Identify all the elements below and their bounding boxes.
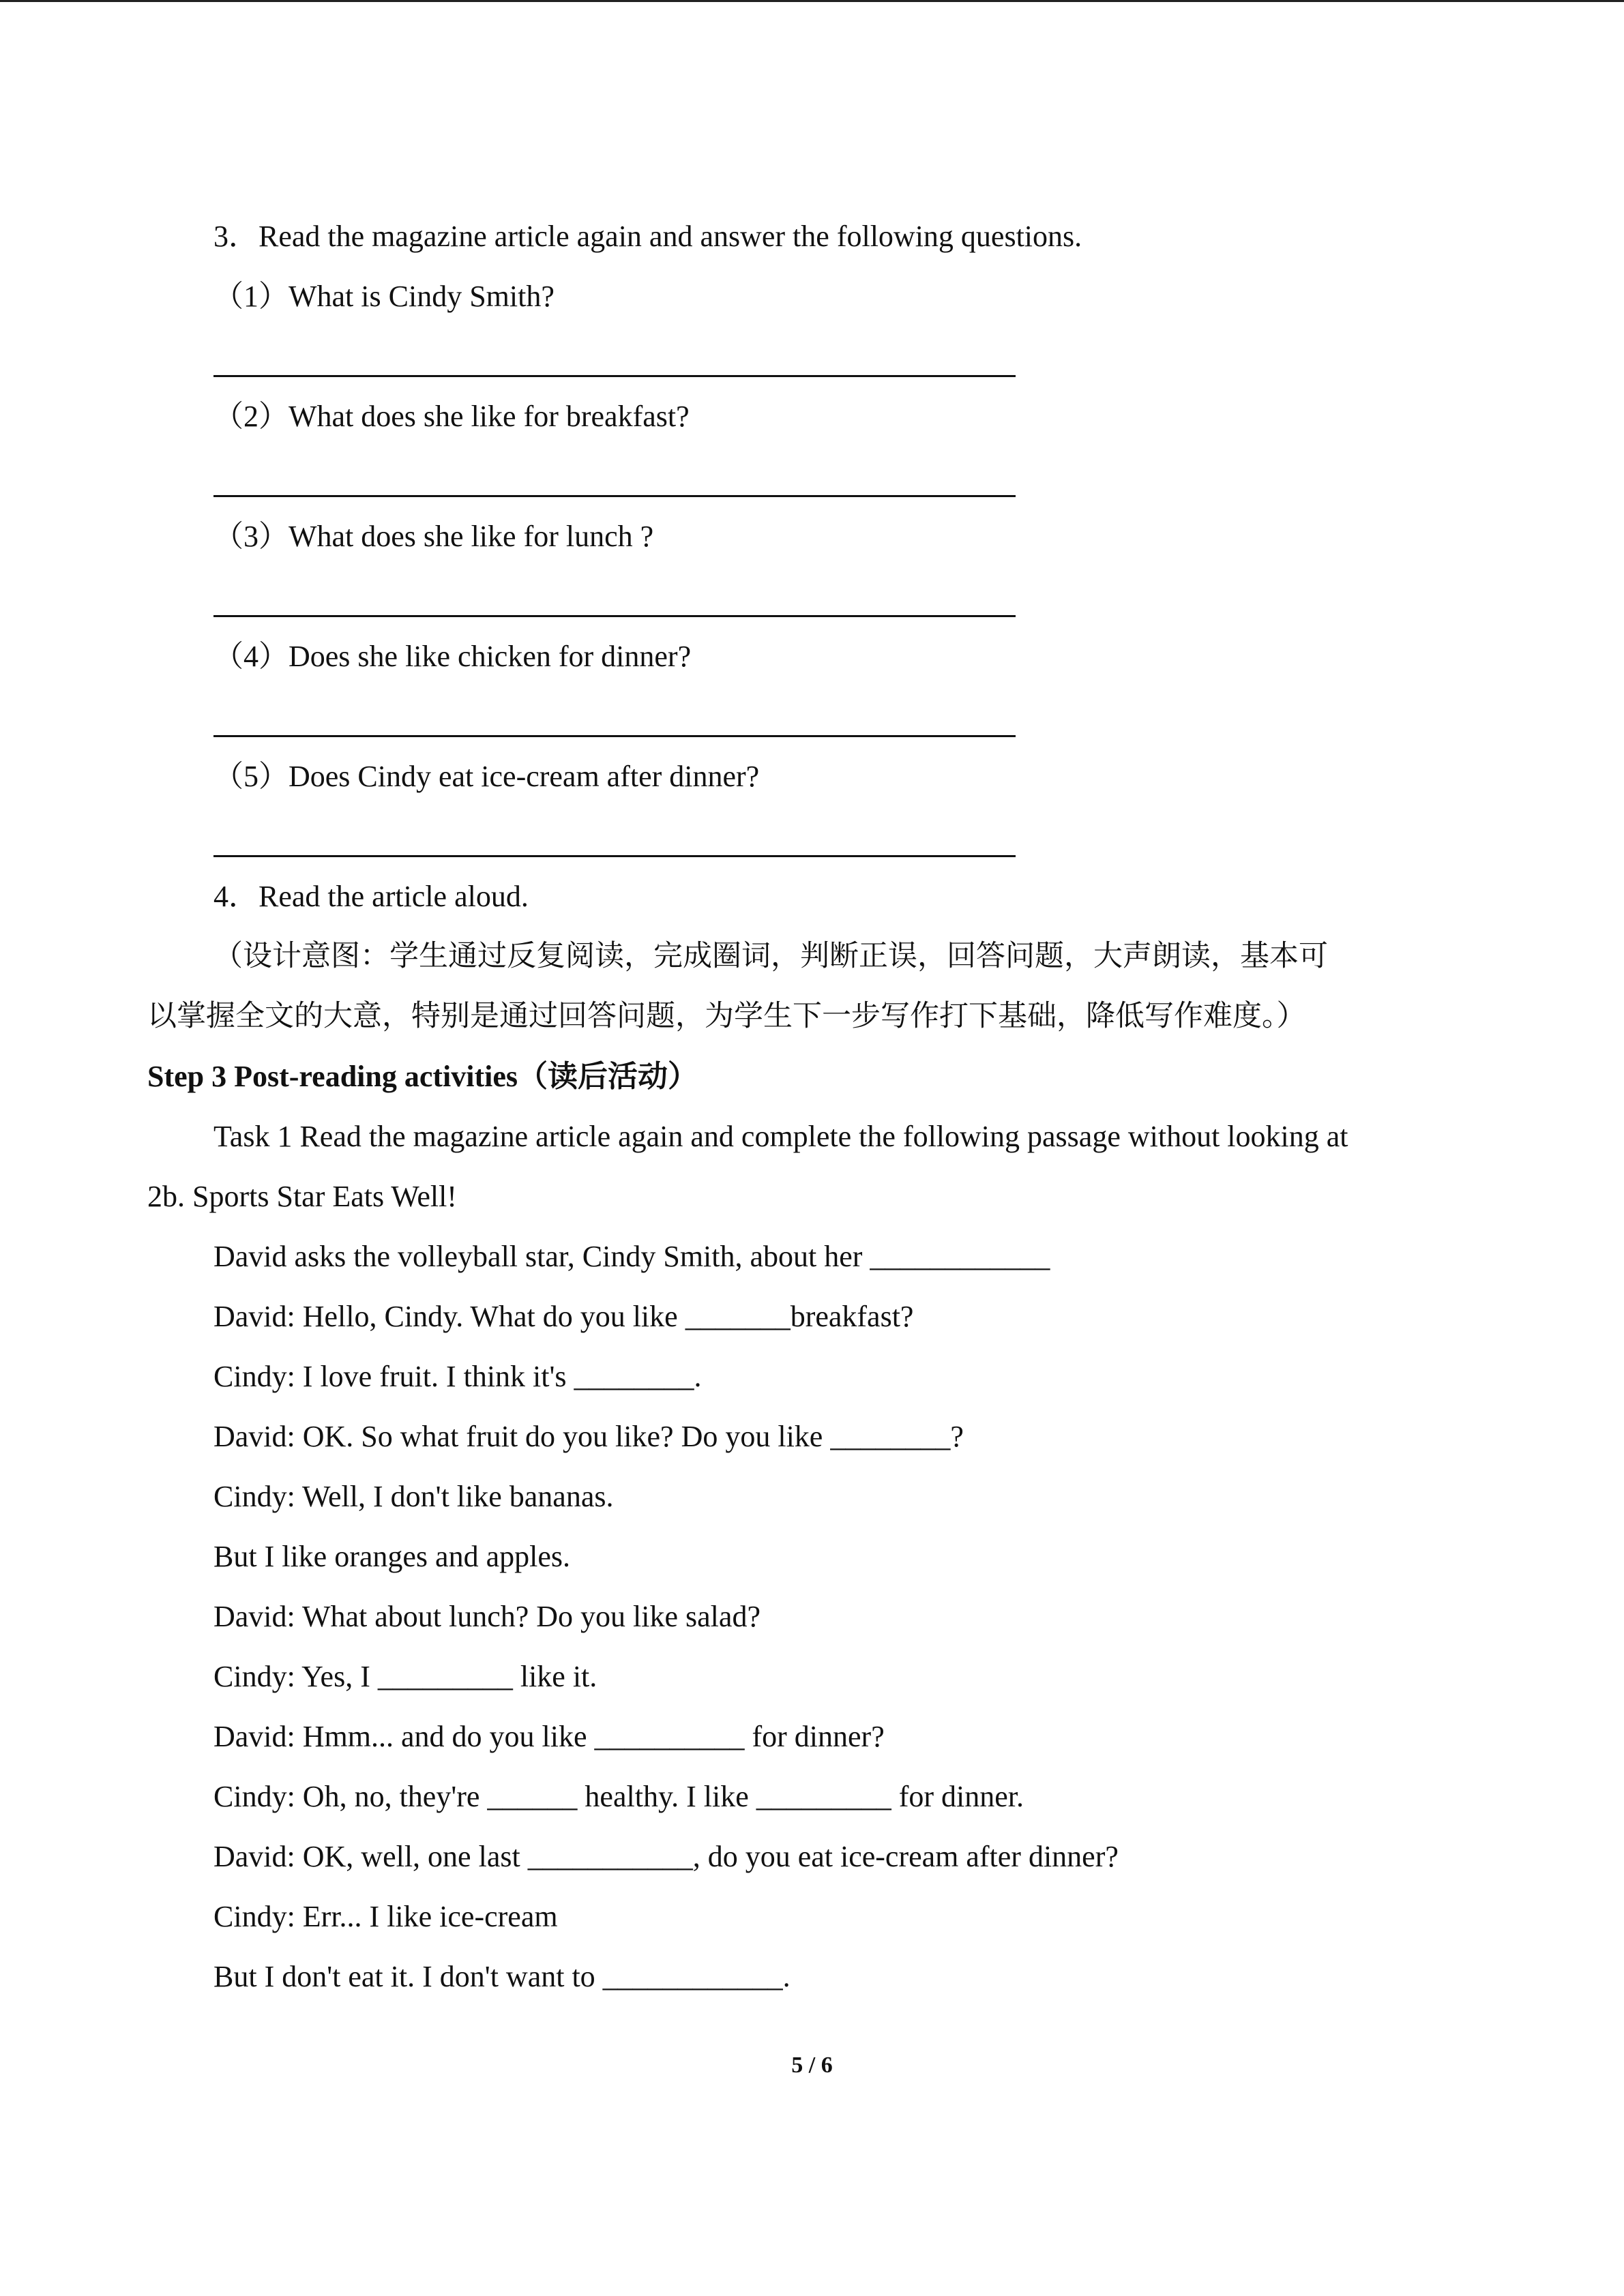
answer-line-4 xyxy=(213,735,1016,737)
section3-heading: 3．Read the magazine article again and answer the following questions. xyxy=(213,220,1082,253)
step3-title: Step 3 Post-reading activities（读后活动） xyxy=(147,1060,698,1093)
dialogue-line: David asks the volleyball star, Cindy Smith, about her ____________ xyxy=(213,1240,1050,1273)
dialogue-line: David: OK. So what fruit do you like? Do you like ________? xyxy=(213,1420,964,1453)
question-4: （4）Does she like chicken for dinner? xyxy=(213,640,692,673)
dialogue-line: Cindy: Yes, I _________ like it. xyxy=(213,1660,597,1693)
dialogue-line: But I like oranges and apples. xyxy=(213,1540,570,1573)
question-5: （5）Does Cindy eat ice-cream after dinner? xyxy=(213,760,760,793)
answer-line-1 xyxy=(213,375,1016,377)
design-intent-line-1: （设计意图：学生通过反复阅读，完成圈词，判断正误，回答问题，大声朗读，基本可 xyxy=(213,940,1328,972)
dialogue-line: Cindy: Well, I don't like bananas. xyxy=(213,1480,614,1513)
dialogue-line: Cindy: Oh, no, they're ______ healthy. I like _________ for dinner. xyxy=(213,1780,1024,1813)
dialogue-line: David: Hmm... and do you like __________ for dinner? xyxy=(213,1720,885,1753)
answer-line-2 xyxy=(213,495,1016,497)
question-1: （1）What is Cindy Smith? xyxy=(213,280,555,313)
task1-line-2: 2b. Sports Star Eats Well! xyxy=(147,1180,457,1213)
dialogue-line: Cindy: I love fruit. I think it's ________. xyxy=(213,1360,702,1393)
task1-line-1: Task 1 Read the magazine article again and complete the following passage without looking at xyxy=(213,1120,1348,1153)
design-intent-line-2: 以掌握全文的大意，特别是通过回答问题，为学生下一步写作打下基础，降低写作难度。） xyxy=(147,1000,1306,1032)
dialogue-line: David: Hello, Cindy. What do you like _______breakfast? xyxy=(213,1300,914,1333)
dialogue-line: David: What about lunch? Do you like salad? xyxy=(213,1600,761,1633)
page-number: 5 / 6 xyxy=(791,2053,833,2078)
top-border xyxy=(0,0,1624,2)
answer-line-3 xyxy=(213,615,1016,617)
section4-heading: 4．Read the article aloud. xyxy=(213,880,529,913)
dialogue-line: David: OK, well, one last ___________, do you eat ice-cream after dinner? xyxy=(213,1840,1119,1873)
answer-line-5 xyxy=(213,855,1016,857)
dialogue-line: Cindy: Err... I like ice-cream xyxy=(213,1900,558,1933)
question-2: （2）What does she like for breakfast? xyxy=(213,400,690,433)
question-3: （3）What does she like for lunch ? xyxy=(213,520,654,553)
dialogue-line: But I don't eat it. I don't want to ____________. xyxy=(213,1960,791,1993)
